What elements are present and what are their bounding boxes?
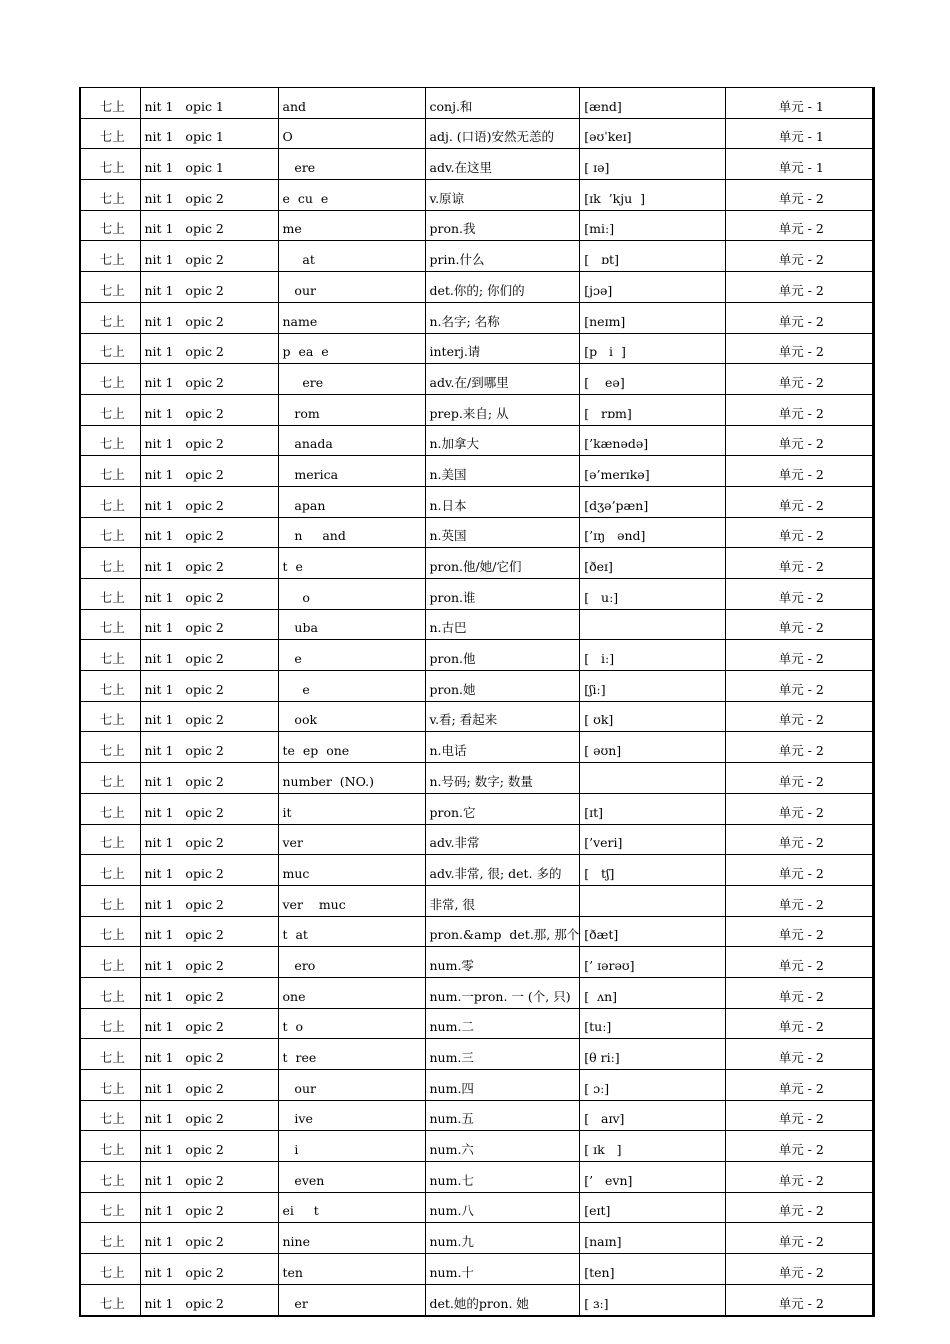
phonetic-cell: [ ʌn] <box>580 977 726 1008</box>
unit-topic-cell: nit 1 opic 2 <box>140 425 278 456</box>
unit-tag-cell: 单元 - 2 <box>726 302 874 333</box>
unit-tag-cell: 单元 - 2 <box>726 855 874 886</box>
table-row <box>80 1192 874 1223</box>
unit-tag-cell: 单元 - 2 <box>726 671 874 702</box>
phonetic-cell: [ ɜː] <box>580 1284 726 1315</box>
grade-cell: 七上 <box>80 763 140 794</box>
word-cell: e <box>278 671 425 702</box>
word-cell: ten <box>278 1254 425 1285</box>
meaning-cell: n.美国 <box>425 456 580 487</box>
grade-cell: 七上 <box>80 1100 140 1131</box>
table-row <box>80 364 874 395</box>
unit-topic-cell: nit 1 opic 2 <box>140 517 278 548</box>
unit-topic-cell: nit 1 opic 2 <box>140 793 278 824</box>
phonetic-cell: [ ɔː] <box>580 1070 726 1101</box>
phonetic-cell: [ænd] <box>580 88 726 119</box>
table-row <box>80 149 874 180</box>
phonetic-cell: [eɪt] <box>580 1192 726 1223</box>
unit-topic-cell: nit 1 opic 2 <box>140 885 278 916</box>
meaning-cell: pron.它 <box>425 793 580 824</box>
word-cell: our <box>278 1070 425 1101</box>
phonetic-cell: [dʒə’pæn] <box>580 486 726 517</box>
word-cell: our <box>278 272 425 303</box>
word-cell: ero <box>278 947 425 978</box>
grade-cell: 七上 <box>80 793 140 824</box>
unit-topic-cell: nit 1 opic 2 <box>140 947 278 978</box>
meaning-cell: pron.我 <box>425 210 580 241</box>
vocabulary-table <box>79 87 875 1317</box>
grade-cell: 七上 <box>80 824 140 855</box>
unit-tag-cell: 单元 - 2 <box>726 364 874 395</box>
meaning-cell: num.三 <box>425 1039 580 1070</box>
meaning-cell: interj.请 <box>425 333 580 364</box>
table-row <box>80 241 874 272</box>
unit-tag-cell: 单元 - 2 <box>726 701 874 732</box>
phonetic-cell: [jɔə] <box>580 272 726 303</box>
unit-topic-cell: nit 1 opic 2 <box>140 579 278 610</box>
unit-tag-cell: 单元 - 2 <box>726 1223 874 1254</box>
phonetic-cell: [ɪk ’kju ] <box>580 180 726 211</box>
meaning-cell: num.十 <box>425 1254 580 1285</box>
word-cell: ver <box>278 824 425 855</box>
word-cell: it <box>278 793 425 824</box>
grade-cell: 七上 <box>80 425 140 456</box>
phonetic-cell: [ ɪk ] <box>580 1131 726 1162</box>
meaning-cell: adv.在这里 <box>425 149 580 180</box>
table-row <box>80 793 874 824</box>
word-cell: anada <box>278 425 425 456</box>
unit-tag-cell: 单元 - 2 <box>726 241 874 272</box>
meaning-cell: num.六 <box>425 1131 580 1162</box>
table-row <box>80 855 874 886</box>
table-row <box>80 210 874 241</box>
unit-tag-cell: 单元 - 2 <box>726 1162 874 1193</box>
table-row <box>80 1284 874 1315</box>
grade-cell: 七上 <box>80 916 140 947</box>
table-row <box>80 1008 874 1039</box>
unit-tag-cell: 单元 - 2 <box>726 947 874 978</box>
unit-topic-cell: nit 1 opic 2 <box>140 302 278 333</box>
meaning-cell: num.七 <box>425 1162 580 1193</box>
meaning-cell: num.一pron. 一 (个, 只) <box>425 977 580 1008</box>
unit-topic-cell: nit 1 opic 2 <box>140 394 278 425</box>
word-cell: t e <box>278 548 425 579</box>
unit-topic-cell: nit 1 opic 2 <box>140 1008 278 1039</box>
word-cell: O <box>278 118 425 149</box>
unit-tag-cell: 单元 - 2 <box>726 548 874 579</box>
phonetic-cell <box>580 885 726 916</box>
word-cell: te ep one <box>278 732 425 763</box>
grade-cell: 七上 <box>80 1070 140 1101</box>
grade-cell: 七上 <box>80 977 140 1008</box>
unit-topic-cell: nit 1 opic 2 <box>140 1223 278 1254</box>
unit-tag-cell: 单元 - 2 <box>726 1039 874 1070</box>
word-cell: e <box>278 640 425 671</box>
grade-cell: 七上 <box>80 180 140 211</box>
meaning-cell: v.看; 看起来 <box>425 701 580 732</box>
table-row <box>80 456 874 487</box>
unit-topic-cell: nit 1 opic 2 <box>140 916 278 947</box>
unit-topic-cell: nit 1 opic 1 <box>140 118 278 149</box>
unit-topic-cell: nit 1 opic 2 <box>140 1284 278 1315</box>
table-row <box>80 302 874 333</box>
meaning-cell: num.九 <box>425 1223 580 1254</box>
unit-topic-cell: nit 1 opic 2 <box>140 1192 278 1223</box>
phonetic-cell: [ tʃ] <box>580 855 726 886</box>
unit-tag-cell: 单元 - 2 <box>726 640 874 671</box>
unit-topic-cell: nit 1 opic 2 <box>140 1039 278 1070</box>
unit-topic-cell: nit 1 opic 2 <box>140 180 278 211</box>
meaning-cell: adv.在/到哪里 <box>425 364 580 395</box>
table-row <box>80 701 874 732</box>
grade-cell: 七上 <box>80 885 140 916</box>
table-row <box>80 763 874 794</box>
meaning-cell: n.名字; 名称 <box>425 302 580 333</box>
meaning-cell: v.原谅 <box>425 180 580 211</box>
grade-cell: 七上 <box>80 517 140 548</box>
table-row <box>80 1100 874 1131</box>
grade-cell: 七上 <box>80 1008 140 1039</box>
unit-tag-cell: 单元 - 2 <box>726 1284 874 1315</box>
unit-topic-cell: nit 1 opic 2 <box>140 1254 278 1285</box>
unit-topic-cell: nit 1 opic 2 <box>140 548 278 579</box>
unit-topic-cell: nit 1 opic 1 <box>140 149 278 180</box>
meaning-cell: n.古巴 <box>425 609 580 640</box>
table-row <box>80 1070 874 1101</box>
meaning-cell: n.号码; 数字; 数量 <box>425 763 580 794</box>
unit-tag-cell: 单元 - 2 <box>726 394 874 425</box>
table-row <box>80 977 874 1008</box>
table-row <box>80 640 874 671</box>
table-row <box>80 916 874 947</box>
word-cell: ere <box>278 364 425 395</box>
word-cell: me <box>278 210 425 241</box>
meaning-cell: 非常, 很 <box>425 885 580 916</box>
unit-tag-cell: 单元 - 2 <box>726 1070 874 1101</box>
meaning-cell: conj.和 <box>425 88 580 119</box>
table-row <box>80 732 874 763</box>
word-cell: apan <box>278 486 425 517</box>
unit-topic-cell: nit 1 opic 2 <box>140 732 278 763</box>
grade-cell: 七上 <box>80 118 140 149</box>
phonetic-cell: [ʃiː] <box>580 671 726 702</box>
phonetic-cell: [p i ] <box>580 333 726 364</box>
word-cell: ook <box>278 701 425 732</box>
table-row <box>80 1254 874 1285</box>
word-cell: n and <box>278 517 425 548</box>
table-row <box>80 579 874 610</box>
unit-tag-cell: 单元 - 2 <box>726 916 874 947</box>
unit-topic-cell: nit 1 opic 2 <box>140 210 278 241</box>
table-row <box>80 180 874 211</box>
phonetic-cell: [əʊˈkeɪ] <box>580 118 726 149</box>
word-cell: o <box>278 579 425 610</box>
phonetic-cell: [’veri] <box>580 824 726 855</box>
phonetic-cell: [miː] <box>580 210 726 241</box>
grade-cell: 七上 <box>80 1131 140 1162</box>
vocabulary-table-body <box>80 88 874 1316</box>
grade-cell: 七上 <box>80 701 140 732</box>
grade-cell: 七上 <box>80 241 140 272</box>
table-row <box>80 333 874 364</box>
table-row <box>80 272 874 303</box>
unit-topic-cell: nit 1 opic 2 <box>140 1070 278 1101</box>
phonetic-cell: [ðeɪ] <box>580 548 726 579</box>
word-cell: rom <box>278 394 425 425</box>
meaning-cell: n.英国 <box>425 517 580 548</box>
table-row <box>80 1223 874 1254</box>
phonetic-cell: [’kænədə] <box>580 425 726 456</box>
phonetic-cell: [ rɒm] <box>580 394 726 425</box>
unit-tag-cell: 单元 - 2 <box>726 579 874 610</box>
table-row <box>80 118 874 149</box>
unit-topic-cell: nit 1 opic 2 <box>140 456 278 487</box>
grade-cell: 七上 <box>80 272 140 303</box>
meaning-cell: prep.来自; 从 <box>425 394 580 425</box>
grade-cell: 七上 <box>80 149 140 180</box>
grade-cell: 七上 <box>80 579 140 610</box>
table-row <box>80 88 874 119</box>
word-cell: t at <box>278 916 425 947</box>
phonetic-cell: [ uː] <box>580 579 726 610</box>
word-cell: name <box>278 302 425 333</box>
meaning-cell: num.八 <box>425 1192 580 1223</box>
phonetic-cell: [’ɪŋ ənd] <box>580 517 726 548</box>
grade-cell: 七上 <box>80 855 140 886</box>
unit-topic-cell: nit 1 opic 2 <box>140 1100 278 1131</box>
meaning-cell: num.五 <box>425 1100 580 1131</box>
phonetic-cell: [ ɒt] <box>580 241 726 272</box>
unit-tag-cell: 单元 - 2 <box>726 210 874 241</box>
meaning-cell: adv.非常 <box>425 824 580 855</box>
table-row <box>80 1162 874 1193</box>
unit-tag-cell: 单元 - 2 <box>726 763 874 794</box>
unit-topic-cell: nit 1 opic 2 <box>140 1162 278 1193</box>
grade-cell: 七上 <box>80 947 140 978</box>
phonetic-cell: [ eə] <box>580 364 726 395</box>
meaning-cell: pron.&amp det.那, 那个 <box>425 916 580 947</box>
grade-cell: 七上 <box>80 1223 140 1254</box>
phonetic-cell: [ ɪə] <box>580 149 726 180</box>
word-cell: uba <box>278 609 425 640</box>
phonetic-cell: [’ ɪərəʊ] <box>580 947 726 978</box>
table-row <box>80 517 874 548</box>
unit-tag-cell: 单元 - 2 <box>726 977 874 1008</box>
meaning-cell: pron.谁 <box>425 579 580 610</box>
phonetic-cell: [ə’merɪkə] <box>580 456 726 487</box>
grade-cell: 七上 <box>80 333 140 364</box>
unit-tag-cell: 单元 - 2 <box>726 425 874 456</box>
grade-cell: 七上 <box>80 456 140 487</box>
table-row <box>80 548 874 579</box>
unit-topic-cell: nit 1 opic 2 <box>140 763 278 794</box>
unit-topic-cell: nit 1 opic 2 <box>140 272 278 303</box>
word-cell: at <box>278 241 425 272</box>
meaning-cell: prin.什么 <box>425 241 580 272</box>
word-cell: one <box>278 977 425 1008</box>
unit-topic-cell: nit 1 opic 2 <box>140 1131 278 1162</box>
meaning-cell: num.零 <box>425 947 580 978</box>
word-cell: e cu e <box>278 180 425 211</box>
phonetic-cell: [ əʊn] <box>580 732 726 763</box>
unit-tag-cell: 单元 - 2 <box>726 1100 874 1131</box>
grade-cell: 七上 <box>80 1284 140 1315</box>
word-cell: t ree <box>278 1039 425 1070</box>
grade-cell: 七上 <box>80 394 140 425</box>
grade-cell: 七上 <box>80 1192 140 1223</box>
unit-topic-cell: nit 1 opic 2 <box>140 486 278 517</box>
table-row <box>80 425 874 456</box>
unit-tag-cell: 单元 - 2 <box>726 1192 874 1223</box>
grade-cell: 七上 <box>80 486 140 517</box>
word-cell: nine <box>278 1223 425 1254</box>
unit-topic-cell: nit 1 opic 2 <box>140 609 278 640</box>
word-cell: t o <box>278 1008 425 1039</box>
phonetic-cell: [θ riː] <box>580 1039 726 1070</box>
unit-topic-cell: nit 1 opic 2 <box>140 977 278 1008</box>
meaning-cell: n.加拿大 <box>425 425 580 456</box>
table-row <box>80 1039 874 1070</box>
unit-tag-cell: 单元 - 2 <box>726 456 874 487</box>
word-cell: number (NO.) <box>278 763 425 794</box>
meaning-cell: n.日本 <box>425 486 580 517</box>
unit-tag-cell: 单元 - 2 <box>726 1254 874 1285</box>
meaning-cell: adj. (口语)安然无恙的 <box>425 118 580 149</box>
unit-tag-cell: 单元 - 2 <box>726 1131 874 1162</box>
grade-cell: 七上 <box>80 671 140 702</box>
word-cell: muc <box>278 855 425 886</box>
word-cell: and <box>278 88 425 119</box>
phonetic-cell: [ðæt] <box>580 916 726 947</box>
table-row <box>80 1131 874 1162</box>
word-cell: merica <box>278 456 425 487</box>
phonetic-cell: [ɪt] <box>580 793 726 824</box>
unit-tag-cell: 单元 - 2 <box>726 333 874 364</box>
grade-cell: 七上 <box>80 1039 140 1070</box>
word-cell: ver muc <box>278 885 425 916</box>
unit-tag-cell: 单元 - 2 <box>726 272 874 303</box>
meaning-cell: pron.他 <box>425 640 580 671</box>
phonetic-cell <box>580 763 726 794</box>
phonetic-cell: [ aɪv] <box>580 1100 726 1131</box>
grade-cell: 七上 <box>80 640 140 671</box>
grade-cell: 七上 <box>80 364 140 395</box>
unit-tag-cell: 单元 - 1 <box>726 88 874 119</box>
table-row <box>80 486 874 517</box>
grade-cell: 七上 <box>80 210 140 241</box>
unit-topic-cell: nit 1 opic 1 <box>140 88 278 119</box>
phonetic-cell <box>580 609 726 640</box>
unit-topic-cell: nit 1 opic 2 <box>140 364 278 395</box>
phonetic-cell: [neɪm] <box>580 302 726 333</box>
grade-cell: 七上 <box>80 1162 140 1193</box>
phonetic-cell: [naɪn] <box>580 1223 726 1254</box>
meaning-cell: det.你的; 你们的 <box>425 272 580 303</box>
word-cell: ere <box>278 149 425 180</box>
unit-topic-cell: nit 1 opic 2 <box>140 241 278 272</box>
meaning-cell: num.二 <box>425 1008 580 1039</box>
meaning-cell: num.四 <box>425 1070 580 1101</box>
meaning-cell: pron.他/她/它们 <box>425 548 580 579</box>
unit-topic-cell: nit 1 opic 2 <box>140 333 278 364</box>
unit-tag-cell: 单元 - 1 <box>726 149 874 180</box>
table-row <box>80 609 874 640</box>
unit-topic-cell: nit 1 opic 2 <box>140 824 278 855</box>
meaning-cell: det.她的pron. 她 <box>425 1284 580 1315</box>
phonetic-cell: [ ʊk] <box>580 701 726 732</box>
unit-tag-cell: 单元 - 2 <box>726 486 874 517</box>
meaning-cell: adv.非常, 很; det. 多的 <box>425 855 580 886</box>
word-cell: ei t <box>278 1192 425 1223</box>
table-row <box>80 947 874 978</box>
word-cell: even <box>278 1162 425 1193</box>
word-cell: er <box>278 1284 425 1315</box>
word-cell: p ea e <box>278 333 425 364</box>
table-row <box>80 824 874 855</box>
grade-cell: 七上 <box>80 88 140 119</box>
phonetic-cell: [tuː] <box>580 1008 726 1039</box>
unit-tag-cell: 单元 - 2 <box>726 824 874 855</box>
unit-topic-cell: nit 1 opic 2 <box>140 671 278 702</box>
table-row <box>80 671 874 702</box>
unit-tag-cell: 单元 - 2 <box>726 885 874 916</box>
unit-tag-cell: 单元 - 2 <box>726 517 874 548</box>
unit-tag-cell: 单元 - 2 <box>726 793 874 824</box>
unit-tag-cell: 单元 - 2 <box>726 609 874 640</box>
grade-cell: 七上 <box>80 302 140 333</box>
unit-tag-cell: 单元 - 2 <box>726 1008 874 1039</box>
grade-cell: 七上 <box>80 1254 140 1285</box>
word-cell: i <box>278 1131 425 1162</box>
unit-topic-cell: nit 1 opic 2 <box>140 855 278 886</box>
unit-topic-cell: nit 1 opic 2 <box>140 701 278 732</box>
grade-cell: 七上 <box>80 732 140 763</box>
unit-tag-cell: 单元 - 1 <box>726 118 874 149</box>
grade-cell: 七上 <box>80 609 140 640</box>
phonetic-cell: [’ evn] <box>580 1162 726 1193</box>
meaning-cell: n.电话 <box>425 732 580 763</box>
word-cell: ive <box>278 1100 425 1131</box>
table-row <box>80 394 874 425</box>
table-row <box>80 885 874 916</box>
unit-tag-cell: 单元 - 2 <box>726 732 874 763</box>
phonetic-cell: [ten] <box>580 1254 726 1285</box>
unit-topic-cell: nit 1 opic 2 <box>140 640 278 671</box>
phonetic-cell: [ iː] <box>580 640 726 671</box>
meaning-cell: pron.她 <box>425 671 580 702</box>
unit-tag-cell: 单元 - 2 <box>726 180 874 211</box>
grade-cell: 七上 <box>80 548 140 579</box>
